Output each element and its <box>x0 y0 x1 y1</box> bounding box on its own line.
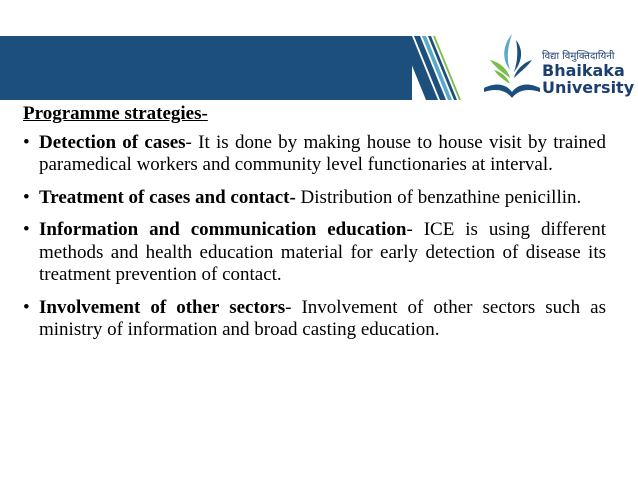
bullet-text: - ICE is using different methods and health education material for early detection of disease its treatment prevention of contact. <box>39 219 607 285</box>
bullet-term: Treatment of cases and contact- <box>39 186 296 208</box>
header-banner <box>0 36 412 100</box>
slide-heading: Programme strategies- <box>23 103 208 124</box>
bullet-item <box>23 297 606 342</box>
bullet-dot-icon: • <box>23 296 30 318</box>
university-logo-icon <box>480 30 542 104</box>
logo-name-line1: Bhaikaka <box>542 61 625 80</box>
bullet-item <box>23 187 606 210</box>
bullet-term: Information and communication education <box>39 219 407 240</box>
bullet-term: Detection of cases <box>39 131 186 153</box>
university-logo <box>480 28 635 108</box>
bullet-term: Involvement of other sectors <box>39 296 286 318</box>
bullet-item <box>23 219 606 287</box>
bullet-text: - Involvement of other sectors such as ministry of information and broad casting education. <box>39 296 606 340</box>
bullet-dot-icon: • <box>23 219 30 240</box>
bullet-dot-icon: • <box>23 186 30 208</box>
bullet-dot-icon: • <box>23 131 30 153</box>
logo-name-line2: University <box>542 78 635 97</box>
bullet-item <box>23 132 606 177</box>
slide-content <box>23 103 606 352</box>
logo-motto: विद्या विमुक्तिदायिनी <box>542 51 615 62</box>
bullet-text: Distribution of benzathine penicillin. <box>295 186 582 208</box>
bullet-text: - It is done by making house to house visit by trained paramedical workers and community level functionaries at interval. <box>39 131 606 175</box>
banner-stripes <box>398 36 478 100</box>
